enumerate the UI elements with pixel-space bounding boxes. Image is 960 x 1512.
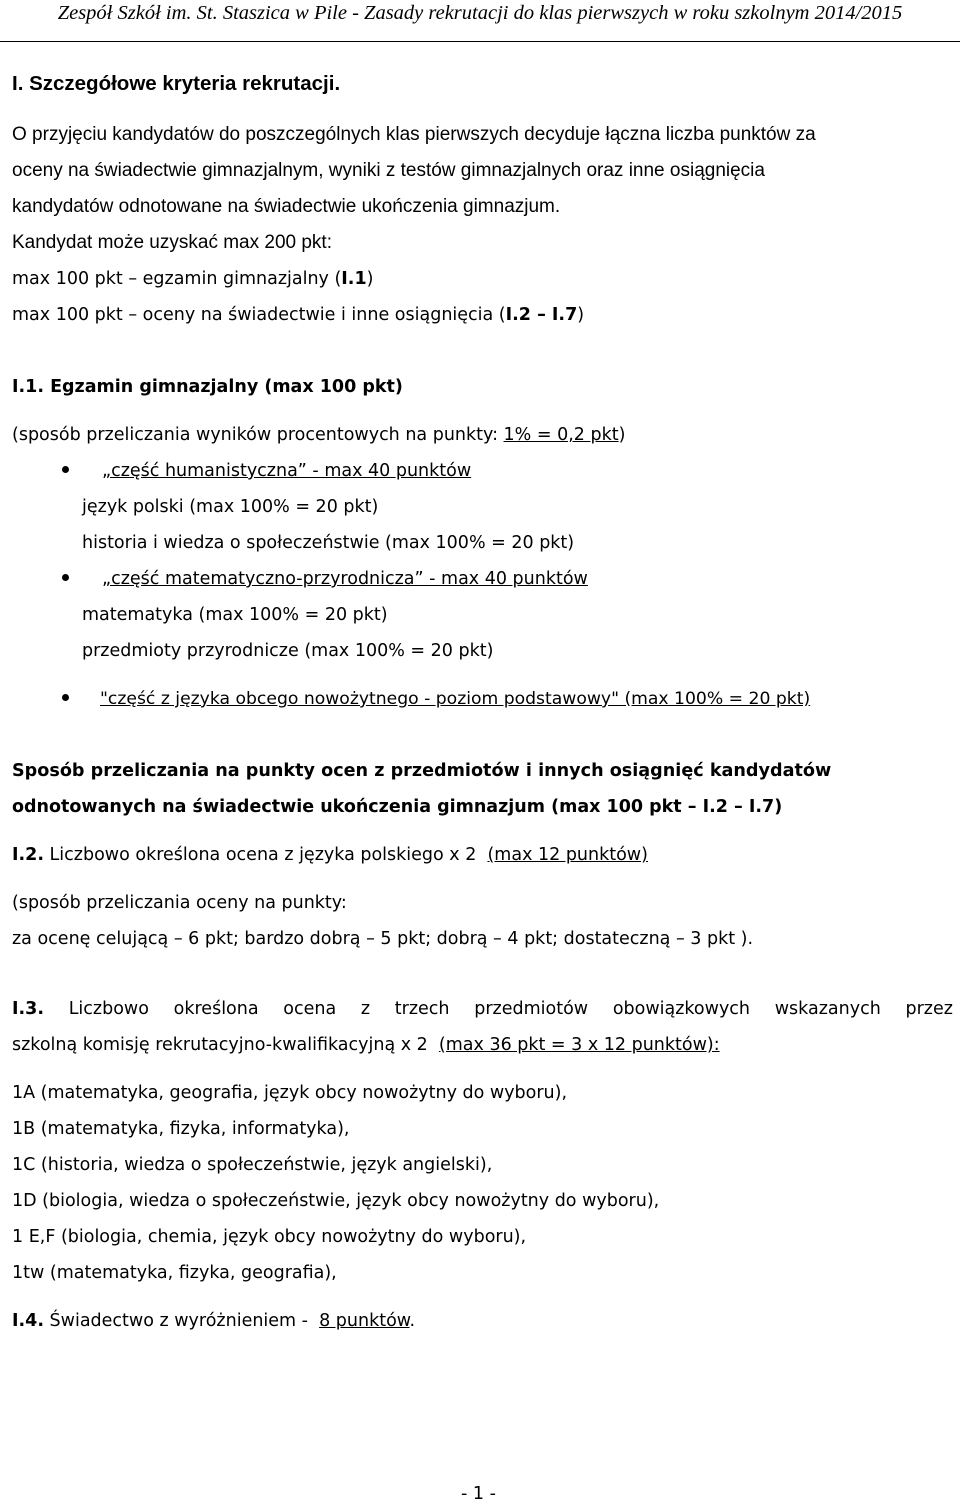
item-history: historia i wiedza o społeczeństwie (max 100% = 20 pkt) [82, 533, 575, 553]
class-item: 1C (historia, wiedza o społeczeństwie, język angielski), [12, 1155, 493, 1175]
bullet-humanities: „część humanistyczna” - max 40 punktów [102, 461, 472, 481]
i2-line: I.2. Liczbowo określona ocena z języka polskiego x 2 (max 12 punktów) [12, 845, 648, 865]
conversion-line-1: (sposób przeliczania oceny na punkty: [12, 893, 347, 913]
exam-heading: I.1. Egzamin gimnazjalny (max 100 pkt) [12, 377, 403, 397]
class-item: 1tw (matematyka, fizyka, geografia), [12, 1263, 337, 1283]
section-title: I. Szczegółowe kryteria rekrutacji. [12, 72, 341, 95]
class-item: 1 E,F (biologia, chemia, język obcy nowożytny do wyboru), [12, 1227, 527, 1247]
grades-heading-2: odnotowanych na świadectwie ukończenia gimnazjum (max 100 pkt – I.2 – I.7) [12, 797, 783, 817]
grades-heading-1: Sposób przeliczania na punkty ocen z przedmiotów i innych osiągnięć kandydatów [12, 761, 832, 781]
intro-line-4: Kandydat może uzyskać max 200 pkt: [12, 232, 332, 253]
class-item: 1D (biologia, wiedza o społeczeństwie, język obcy nowożytny do wyboru), [12, 1191, 660, 1211]
bullet-icon [62, 574, 69, 581]
i3-line-1: I.3. Liczbowo określona ocena z trzech przedmiotów obowiązkowych wskazanych przez [12, 999, 953, 1019]
item-science: przedmioty przyrodnicze (max 100% = 20 pkt) [82, 641, 494, 661]
conversion-line-2: za ocenę celującą – 6 pkt; bardzo dobrą – 5 pkt; dobrą – 4 pkt; dostateczną – 3 pkt ). [12, 929, 754, 949]
bullet-icon [62, 466, 69, 473]
page-header: Zespół Szkół im. St. Staszica w Pile - Zasady rekrutacji do klas pierwszych w roku szkolnym 2014/2015 [0, 0, 960, 42]
item-math: matematyka (max 100% = 20 pkt) [82, 605, 388, 625]
class-item: 1A (matematyka, geografia, język obcy nowożytny do wyboru), [12, 1083, 568, 1103]
intro-line-5: max 100 pkt – egzamin gimnazjalny (I.1) [12, 269, 374, 289]
intro-line-1: O przyjęciu kandydatów do poszczególnych klas pierwszych decyduje łączna liczba punktów za [12, 124, 816, 145]
intro-line-6: max 100 pkt – oceny na świadectwie i inne osiągnięcia (I.2 – I.7) [12, 305, 585, 325]
item-polish: język polski (max 100% = 20 pkt) [82, 497, 379, 517]
bullet-foreign-language: "część z języka obcego nowożytnego - poziom podstawowy" (max 100% = 20 pkt) [100, 689, 811, 709]
intro-line-3: kandydatów odnotowane na świadectwie ukończenia gimnazjum. [12, 196, 561, 217]
intro-line-2: oceny na świadectwie gimnazjalnym, wyniki z testów gimnazjalnych oraz inne osiągnięcia [12, 160, 765, 181]
i3-line-2: szkolną komisję rekrutacyjno-kwalifikacyjną x 2 (max 36 pkt = 3 x 12 punktów): [12, 1035, 720, 1055]
class-item: 1B (matematyka, fizyka, informatyka), [12, 1119, 350, 1139]
i4-line: I.4. Świadectwo z wyróżnieniem - 8 punktów. [12, 1311, 416, 1331]
bullet-math-science: „część matematyczno-przyrodnicza” - max 40 punktów [102, 569, 588, 589]
page-number: - 1 - [461, 1484, 496, 1504]
exam-note: (sposób przeliczania wyników procentowych na punkty: 1% = 0,2 pkt) [12, 425, 626, 445]
bullet-icon [62, 694, 69, 701]
